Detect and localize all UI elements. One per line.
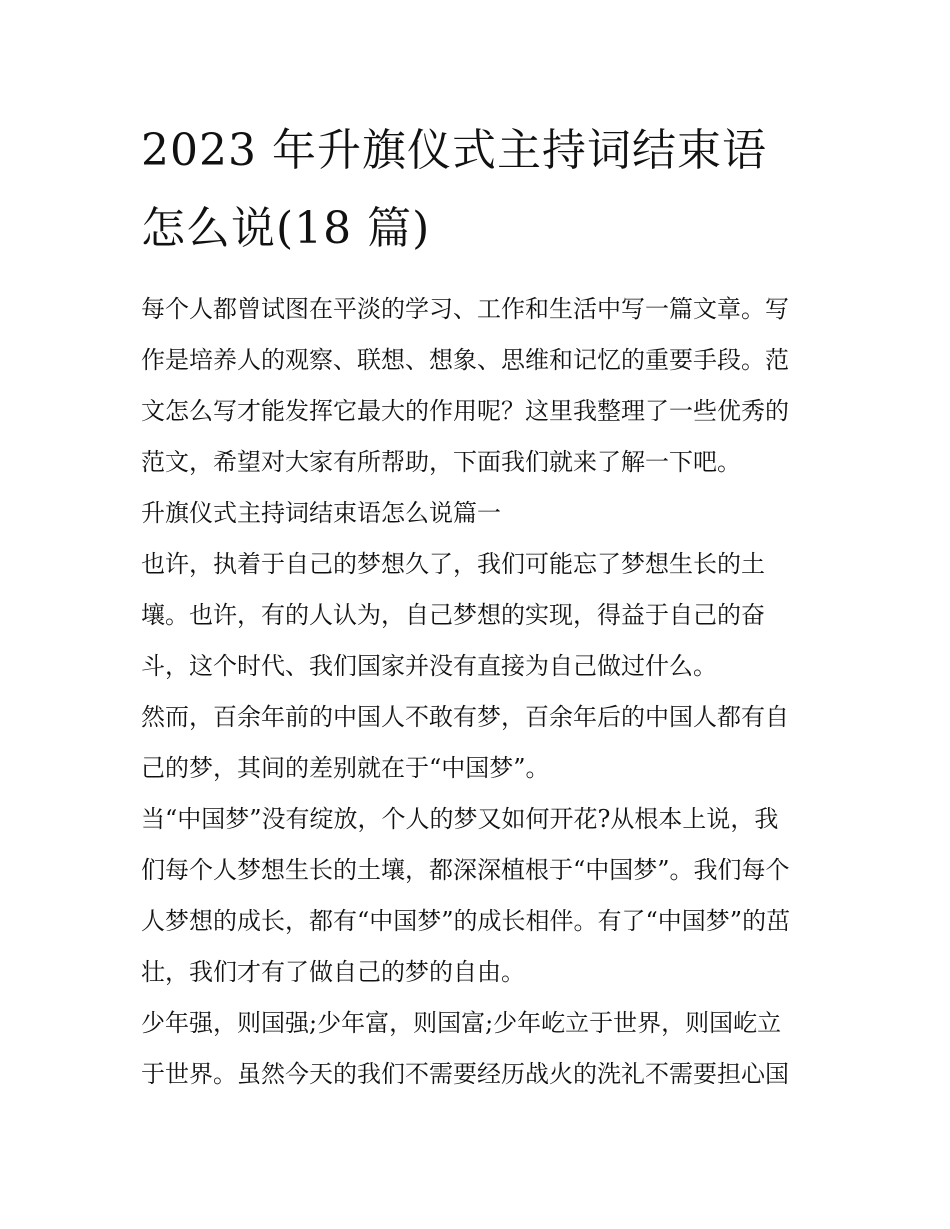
text-line: 己的梦，其间的差别就在于“中国梦”。 <box>141 754 550 782</box>
text-line: 范文，希望对大家有所帮助，下面我们就来了解一下吧。 <box>141 448 741 476</box>
text-line: 每个人都曾试图在平淡的学习、工作和生活中写一篇文章。写 <box>141 295 789 323</box>
document-body <box>141 284 813 1100</box>
text-line: 作是培养人的观察、联想、想象、思维和记忆的重要手段。范 <box>141 346 789 374</box>
text-line: 壤。也许，有的人认为，自己梦想的实现，得益于自己的奋 <box>141 601 765 629</box>
section-heading: 升旗仪式主持词结束语怎么说篇一 <box>141 499 501 527</box>
text-line: 于世界。虽然今天的我们不需要经历战火的洗礼不需要担心国 <box>141 1060 789 1088</box>
paragraph <box>141 692 813 794</box>
text-line: 壮，我们才有了做自己的梦的自由。 <box>141 958 525 986</box>
intro-paragraph <box>141 284 813 488</box>
text-line: 也许，执着于自己的梦想久了，我们可能忘了梦想生长的土 <box>141 550 765 578</box>
paragraph <box>141 998 813 1100</box>
text-line: 少年强，则国强;少年富，则国富;少年屹立于世界，则国屹立 <box>141 1009 782 1037</box>
text-line: 人梦想的成长，都有“中国梦”的成长相伴。有了“中国梦”的茁 <box>141 907 791 935</box>
text-line: 斗，这个时代、我们国家并没有直接为自己做过什么。 <box>141 652 717 680</box>
paragraph <box>141 794 813 998</box>
text-line: 然而，百余年前的中国人不敢有梦，百余年后的中国人都有自 <box>141 703 789 731</box>
document-content <box>141 112 813 1100</box>
document-title <box>141 112 813 268</box>
text-line: 们每个人梦想生长的土壤，都深深植根于“中国梦”。我们每个 <box>141 856 790 884</box>
title-line-1: 2023 年升旗仪式主持词结束语 <box>141 125 767 176</box>
text-line: 文怎么写才能发挥它最大的作用呢？这里我整理了一些优秀的 <box>141 397 789 425</box>
paragraph <box>141 539 813 692</box>
text-line: 当“中国梦”没有绽放，个人的梦又如何开花?从根本上说，我 <box>141 805 779 833</box>
title-line-2: 怎么说(18 篇) <box>141 203 431 254</box>
